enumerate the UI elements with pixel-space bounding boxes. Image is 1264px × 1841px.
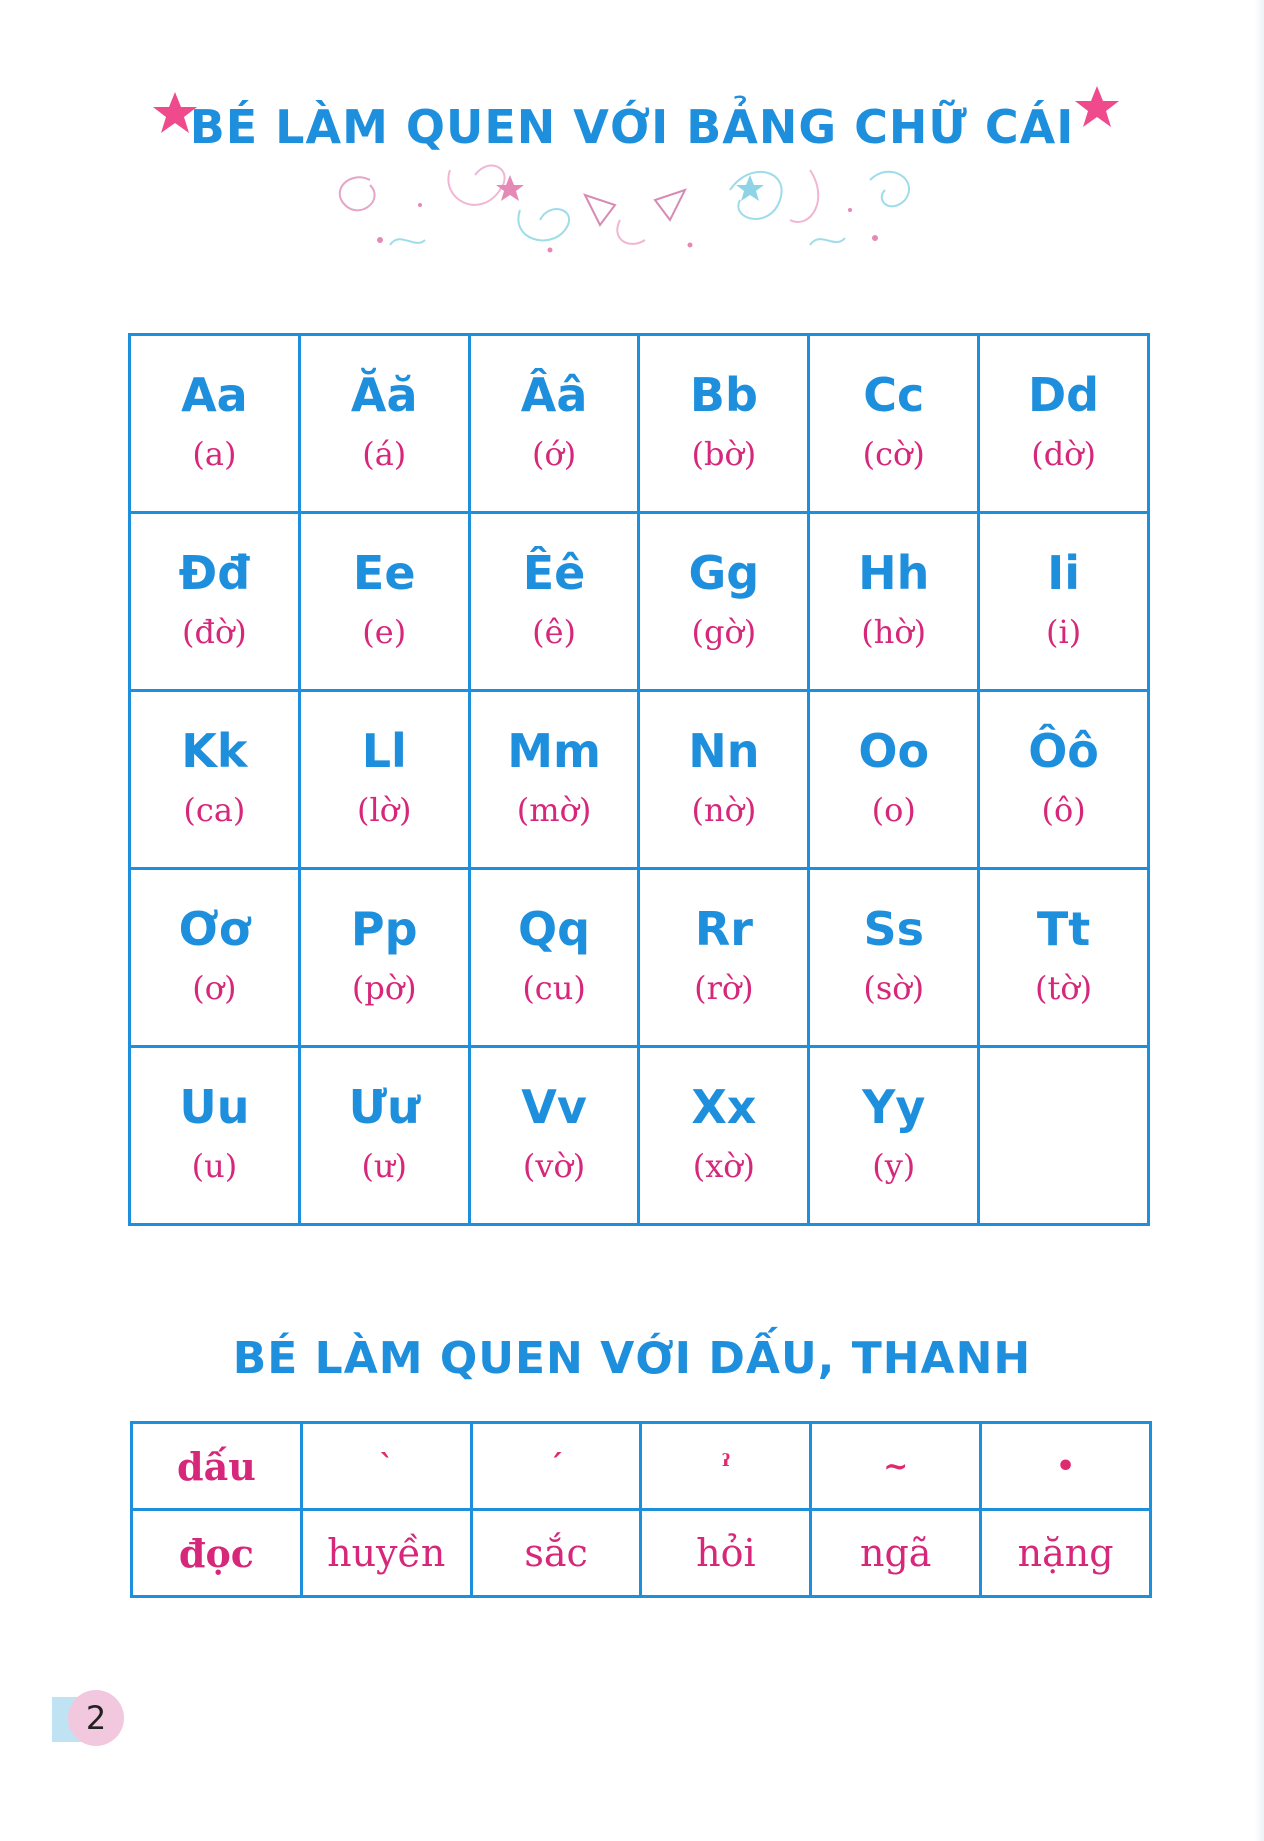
- letter-sound: (ư): [361, 1146, 408, 1185]
- letter-sound: (ớ): [531, 434, 577, 473]
- letter-sound: (vờ): [522, 1146, 586, 1185]
- tones-heading: BÉ LÀM QUEN VỚI DẤU, THANH: [232, 1333, 1032, 1384]
- alphabet-cell: [469, 1047, 639, 1225]
- alphabet-cell: [639, 691, 809, 869]
- letter: Nn: [688, 724, 760, 778]
- letter-sound: (á): [362, 434, 407, 473]
- letter: Ââ: [520, 368, 588, 422]
- tone-mark-cell: [301, 1423, 471, 1510]
- letter-sound: (nờ): [691, 790, 757, 829]
- alphabet-table: [128, 333, 1150, 1226]
- letter: Ll: [361, 724, 407, 778]
- letter-sound: (mờ): [516, 790, 592, 829]
- letter: Kk: [181, 724, 248, 778]
- alphabet-cell: [809, 335, 979, 513]
- alphabet-cell: [809, 513, 979, 691]
- acute-accent-mark: ´: [548, 1448, 564, 1484]
- alphabet-cell: [979, 869, 1149, 1047]
- letter: Vv: [521, 1080, 587, 1134]
- alphabet-cell: [809, 691, 979, 869]
- alphabet-cell: [469, 691, 639, 869]
- tone-mark-cell: [811, 1423, 981, 1510]
- tone-mark-cell: [981, 1423, 1151, 1510]
- letter: Uu: [179, 1080, 250, 1134]
- letter: Ôô: [1028, 724, 1099, 778]
- tone-name-cell: [641, 1510, 811, 1597]
- letter-sound: (gờ): [691, 612, 757, 651]
- letter-sound: (cờ): [862, 434, 925, 473]
- alphabet-row: [130, 869, 1149, 1047]
- letter-sound: (bờ): [691, 434, 757, 473]
- letter-sound: (dờ): [1031, 434, 1096, 473]
- swirl-decoration-icon: [290, 150, 980, 265]
- hook-above-mark: ˀ: [721, 1448, 731, 1484]
- alphabet-heading: BÉ LÀM QUEN VỚI BẢNG CHỮ CÁI: [189, 100, 1075, 154]
- alphabet-cell: [130, 1047, 300, 1225]
- dot-below-mark: •: [1055, 1448, 1076, 1484]
- letter: Hh: [858, 546, 930, 600]
- letter: Dd: [1028, 368, 1100, 422]
- letter-sound: (hờ): [861, 612, 927, 651]
- letter: Xx: [691, 1080, 757, 1134]
- tones-table: [130, 1421, 1152, 1598]
- alphabet-cell: [299, 691, 469, 869]
- alphabet-cell: [979, 513, 1149, 691]
- alphabet-cell: [469, 335, 639, 513]
- letter: Gg: [688, 546, 760, 600]
- letter-sound: (y): [872, 1146, 916, 1185]
- letter-sound: (i): [1045, 612, 1082, 651]
- alphabet-cell: [639, 869, 809, 1047]
- alphabet-cell: [639, 1047, 809, 1225]
- alphabet-cell: [809, 1047, 979, 1225]
- alphabet-cell: [639, 513, 809, 691]
- letter-sound: (cu): [522, 968, 586, 1007]
- alphabet-cell: [979, 691, 1149, 869]
- letter: Cc: [863, 368, 925, 422]
- letter: Qq: [518, 902, 591, 956]
- letter: Mm: [507, 724, 601, 778]
- letter-sound: (ô): [1041, 790, 1086, 829]
- alphabet-cell: [299, 335, 469, 513]
- letter-sound: (e): [362, 612, 407, 651]
- letter-sound: (o): [871, 790, 916, 829]
- letter: Pp: [350, 902, 418, 956]
- letter-sound: (tờ): [1035, 968, 1093, 1007]
- alphabet-cell: [979, 335, 1149, 513]
- letter: Aa: [181, 368, 248, 422]
- letter: Ăă: [350, 368, 418, 422]
- page-number: 2: [68, 1690, 124, 1746]
- letter-sound: (ca): [183, 790, 246, 829]
- tone-mark-cell: [471, 1423, 641, 1510]
- alphabet-row: [130, 513, 1149, 691]
- letter: Ưư: [348, 1080, 420, 1134]
- letter: Êê: [522, 546, 586, 600]
- letter: Yy: [862, 1080, 926, 1134]
- tone-name-sac: sắc: [524, 1531, 588, 1575]
- alphabet-cell: [299, 513, 469, 691]
- tone-name-nga: ngã: [859, 1531, 932, 1575]
- alphabet-cell: [130, 869, 300, 1047]
- letter-sound: (lờ): [357, 790, 412, 829]
- tone-mark-cell: [641, 1423, 811, 1510]
- alphabet-cell: [639, 335, 809, 513]
- letter: Tt: [1036, 902, 1091, 956]
- letter-sound: (ê): [532, 612, 577, 651]
- letter: Ss: [863, 902, 924, 956]
- letter: Ii: [1047, 546, 1081, 600]
- letter-sound: (a): [192, 434, 237, 473]
- tone-name-nang: nặng: [1017, 1531, 1114, 1575]
- tone-name-huyen: huyền: [327, 1531, 446, 1575]
- alphabet-cell: [130, 691, 300, 869]
- grave-accent-mark: `: [378, 1448, 394, 1484]
- alphabet-cell: [130, 335, 300, 513]
- alphabet-row: [130, 335, 1149, 513]
- alphabet-cell: [469, 869, 639, 1047]
- alphabet-cell: [469, 513, 639, 691]
- letter: Ee: [352, 546, 416, 600]
- alphabet-cell: [979, 1047, 1149, 1225]
- page-edge: [1254, 0, 1264, 1841]
- letter-sound: (rờ): [694, 968, 754, 1007]
- alphabet-row: [130, 1047, 1149, 1225]
- alphabet-cell: [130, 513, 300, 691]
- tone-name-hoi: hỏi: [696, 1531, 756, 1575]
- letter-sound: (đờ): [182, 612, 247, 651]
- letter-sound: (pờ): [351, 968, 417, 1007]
- alphabet-cell: [299, 869, 469, 1047]
- letter-sound: (xờ): [692, 1146, 756, 1185]
- alphabet-cell: [809, 869, 979, 1047]
- tone-name-cell: [811, 1510, 981, 1597]
- letter: Rr: [694, 902, 753, 956]
- tilde-mark: ~: [883, 1448, 909, 1484]
- alphabet-cell: [299, 1047, 469, 1225]
- letter-sound: (ơ): [192, 968, 237, 1007]
- letter: Bb: [689, 368, 758, 422]
- tone-name-row: [132, 1510, 1151, 1597]
- letter: Ơơ: [178, 902, 251, 956]
- tone-mark-row: [132, 1423, 1151, 1510]
- tone-name-row-label: đọc: [132, 1510, 302, 1597]
- tone-mark-row-label: dấu: [132, 1423, 302, 1510]
- letter: Đđ: [178, 546, 251, 600]
- tone-name-cell: [301, 1510, 471, 1597]
- letter-sound: (u): [191, 1146, 238, 1185]
- letter-sound: (sờ): [863, 968, 925, 1007]
- tone-name-cell: [981, 1510, 1151, 1597]
- alphabet-row: [130, 691, 1149, 869]
- tone-name-cell: [471, 1510, 641, 1597]
- letter: Oo: [858, 724, 930, 778]
